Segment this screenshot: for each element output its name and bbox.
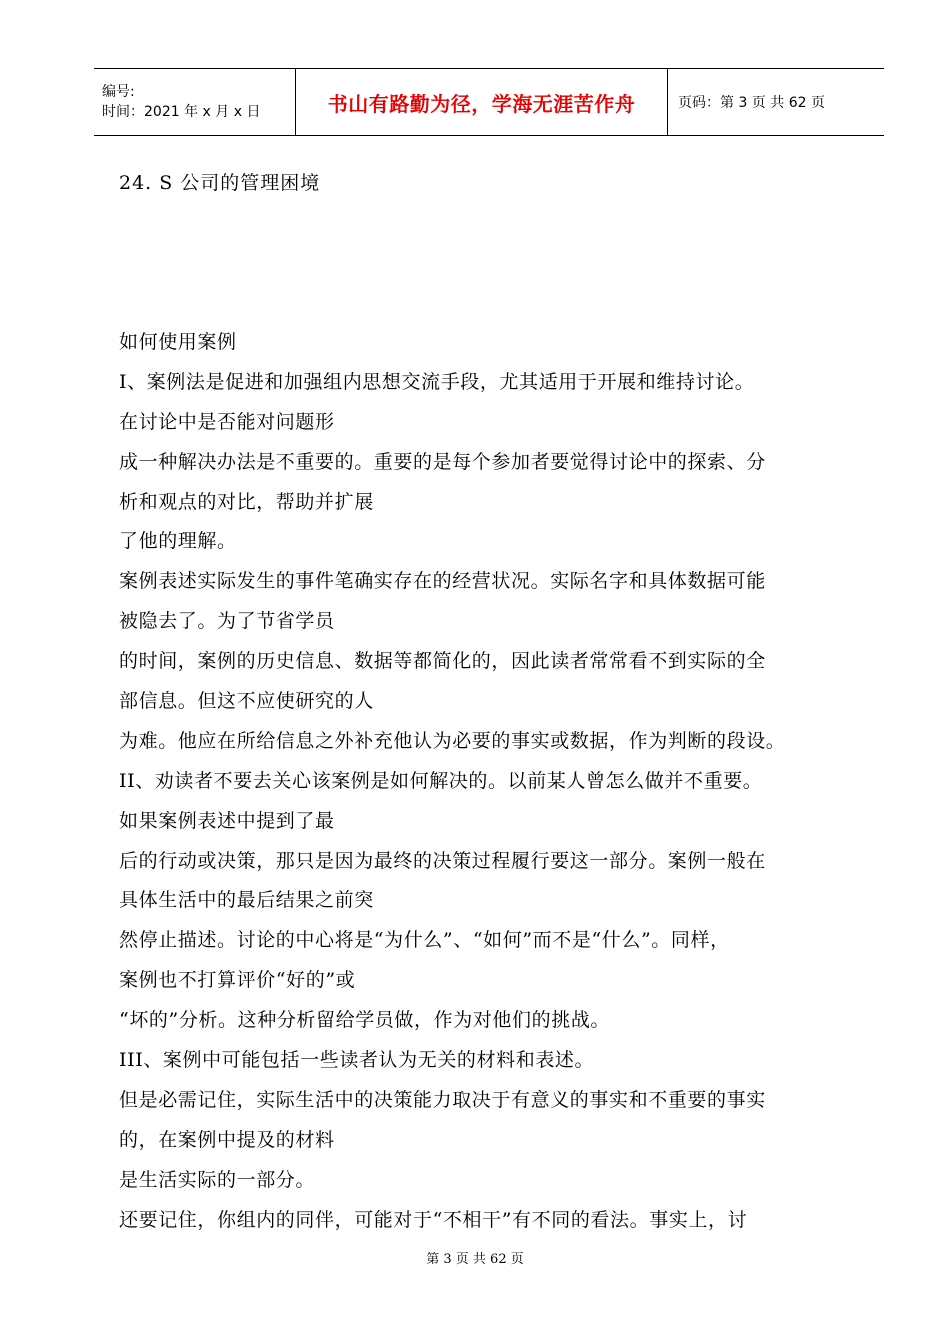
text-line: 析和观点的对比，帮助并扩展: [119, 490, 374, 513]
text-line: 的，在案例中提及的材料: [119, 1128, 335, 1151]
text-line: 被隐去了。为了节省学员: [119, 610, 335, 633]
text-line: 但是必需记住，实际生活中的决策能力取决于有意义的事实和不重要的事实: [119, 1088, 766, 1111]
header-motto-cell: [296, 69, 668, 135]
document-body: [119, 165, 869, 1231]
text-line: 成一种解决办法是不重要的。重要的是每个参加者要觉得讨论中的探索、分: [119, 450, 766, 473]
text-line: “坏的”分析。这种分析留给学员做，作为对他们的挑战。: [119, 1009, 611, 1032]
text-line: 部信息。但这不应使研究的人: [119, 690, 374, 713]
header-meta: [94, 69, 296, 135]
body-text: [119, 323, 879, 1240]
text-line: 案例表述实际发生的事件笔确实存在的经营状况。实际名字和具体数据可能: [119, 570, 766, 593]
header-motto: 书山有路勤为径，学海无涯苦作舟: [327, 91, 636, 116]
text-line: 具体生活中的最后结果之前突: [119, 889, 374, 912]
text-line: 然停止描述。讨论的中心将是“为什么”、“如何”而不是“什么”。同样，: [119, 929, 730, 952]
text-line: 了他的理解。: [119, 530, 237, 553]
text-line: 为难。他应在所给信息之外补充他认为必要的事实或数据，作为判断的段设。: [119, 729, 786, 752]
text-line: 案例也不打算评价“好的”或: [119, 969, 356, 992]
text-line: 是生活实际的一部分。: [119, 1168, 316, 1191]
header-page-info: 页码：第 3 页 共 62 页: [678, 95, 825, 111]
text-line: 在讨论中是否能对问题形: [119, 410, 335, 433]
page-footer: 第 3 页 共 62 页: [426, 1252, 524, 1267]
page-header: [94, 68, 884, 136]
text-line: 后的行动或决策，那只是因为最终的决策过程履行要这一部分。案例一般在: [119, 849, 766, 872]
text-line: 如果案例表述中提到了最: [119, 809, 335, 832]
text-line: II、劝读者不要去关心该案例是如何解决的。以前某人曾怎么做并不重要。: [119, 769, 763, 792]
text-line: 如何使用案例: [119, 331, 237, 353]
text-line: I、案例法是促进和加强组内思想交流手段，尤其适用于开展和维持讨论。: [119, 370, 755, 393]
document-title: 24. S 公司的管理困境: [119, 172, 321, 194]
text-line: 的时间，案例的历史信息、数据等都简化的，因此读者常常看不到实际的全: [119, 650, 766, 673]
text-line: 还要记住，你组内的同伴，可能对于“不相干”有不同的看法。事实上，讨: [119, 1208, 748, 1231]
text-line: III、案例中可能包括一些读者认为无关的材料和表述。: [119, 1049, 595, 1072]
document-number-label: 编号:: [102, 84, 135, 100]
header-page-info-cell: [668, 69, 884, 135]
document-time: 时间：2021 年 x 月 x 日: [102, 104, 261, 120]
